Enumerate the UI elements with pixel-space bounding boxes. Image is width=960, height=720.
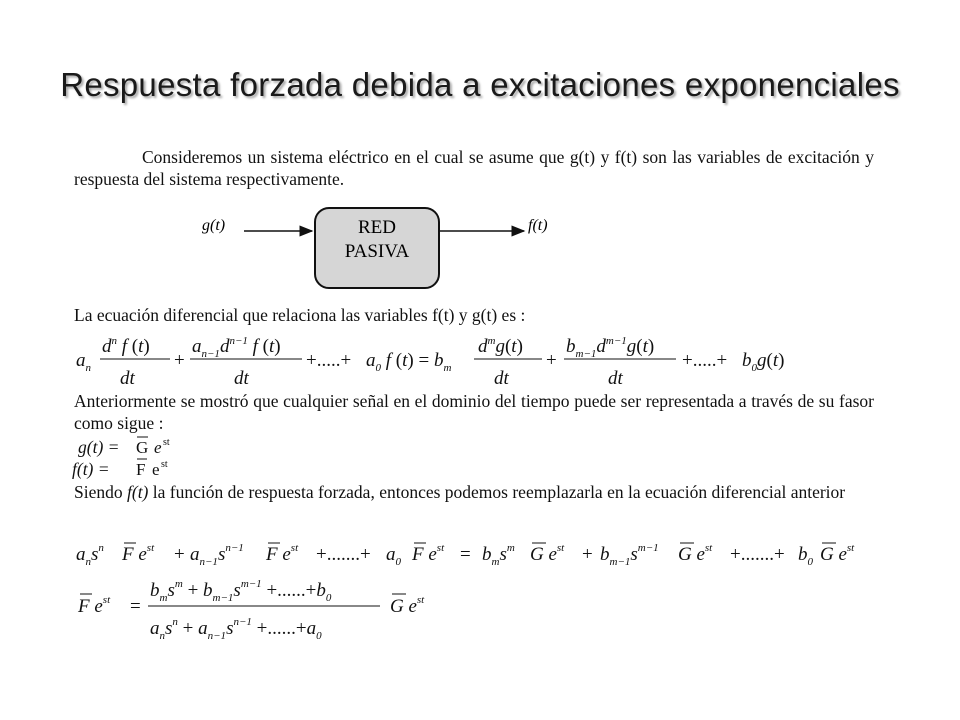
forced-response-paragraph [74, 481, 874, 503]
block-diagram [190, 200, 590, 295]
phasor-f-label: f(t) = [72, 459, 110, 479]
svg-text:ansn + an−1sn−1 +......+a0: $a_ns^n + a_{n-1}s^{n-1} +......+a_0$ [150, 616, 322, 642]
svg-text:st: st [163, 437, 170, 448]
svg-text:=: = [460, 544, 471, 565]
phasor-g-label: g(t) = [78, 437, 120, 457]
svg-text:=: = [130, 596, 141, 617]
svg-text:dn f (t): $d^n$ f (t) [102, 335, 150, 357]
svg-text:F: F [136, 460, 146, 479]
svg-text:dt: dt [608, 368, 623, 389]
svg-text:an: $a_n$ [76, 350, 91, 374]
svg-text:F est: F $e^{st}$ [78, 594, 111, 617]
ode-intro-text: La ecuación diferencial que relaciona las variables f(t) y g(t) es : [74, 305, 526, 325]
svg-text:F est: F $e^{st}$ [266, 542, 299, 565]
svg-text:a0 f (t) = bm: $a_0$ f $(t) = b_m$ [366, 350, 452, 374]
svg-text:dmg(t): $d^mg(t)$ [478, 335, 523, 357]
svg-text:bm−1sm−1: $b_{m-1}s^{m-1}$ [600, 542, 659, 568]
transfer-function-equation [70, 572, 490, 646]
svg-text:an−1sn−1: $a_{n-1}s^{n-1}$ [190, 542, 244, 568]
svg-text:F est: F $e^{st}$ [412, 542, 445, 565]
svg-text:G est: G $e^{st}$ [678, 542, 713, 565]
svg-text:F est: F $e^{st}$ [122, 542, 155, 565]
svg-text:+: + [546, 350, 557, 371]
svg-text:+: + [582, 544, 593, 565]
svg-text:G est: G $e^{st}$ [820, 542, 855, 565]
svg-text:G: G [136, 438, 149, 457]
svg-text:dt: dt [234, 368, 249, 389]
svg-text:+: + [174, 350, 185, 371]
svg-text:dt: dt [494, 368, 509, 389]
phasor-paragraph: Anteriormente se mostró que cualquier señal en el dominio del tiempo puede ser representada a través de su fasor como sigue : [74, 391, 874, 433]
svg-text:G est: G $e^{st}$ [390, 594, 425, 617]
forced-text-pre: Siendo [74, 482, 127, 502]
differential-equation [70, 326, 870, 390]
forced-text-post: la función de respuesta forzada, entonces podemos reemplazarla en la ecuación diferencial anterior [148, 482, 846, 502]
svg-text:b0: $b_0$ [798, 544, 813, 568]
intro-paragraph: Consideremos un sistema eléctrico en el cual se asume que g(t) y f(t) son las variables de excitación y respuesta del sistema respectivamente. [74, 147, 874, 189]
svg-text:st: st [161, 459, 168, 470]
svg-text:+.......+: +.......+ [730, 544, 785, 565]
box-label-red: RED [358, 217, 396, 238]
svg-text:+.....+: +.....+ [306, 350, 352, 371]
forced-text-variable: f(t) [127, 482, 149, 502]
svg-text:e: e [152, 460, 160, 479]
svg-text:ansn: $a_ns^n$ [76, 542, 104, 568]
svg-text:+.......+: +.......+ [316, 544, 371, 565]
svg-text:bm−1dm−1g(t): $b_{m-1}d^{m-1}g(t)$ [566, 335, 655, 360]
box-label-pasiva: PASIVA [344, 241, 410, 262]
svg-text:G est: G $e^{st}$ [530, 542, 565, 565]
svg-text:an−1dn−1 f (t): $a_{n-1}d^{n-1}$ f (t) [192, 335, 281, 360]
svg-text:bmsm: $b_ms^m$ [482, 542, 515, 568]
svg-text:a0: $a_0$ [386, 544, 401, 568]
svg-text:+.....+: +.....+ [682, 350, 728, 371]
svg-text:b0g(t): $b_0g(t)$ [742, 350, 785, 374]
svg-text:e: e [154, 438, 162, 457]
svg-text:bmsm + bm−1sm−1 +......+b0: $b_ms^m + b_{m-1}s^{m-1} +......+b_0$ [150, 578, 332, 604]
output-signal-label: f(t) [528, 217, 548, 234]
phasor-f-expression [132, 454, 192, 480]
input-signal-label: g(t) [202, 217, 226, 234]
svg-text:dt: dt [120, 368, 135, 389]
svg-text:+: + [174, 544, 185, 565]
slide-title: Respuesta forzada debida a excitaciones exponenciales [60, 66, 900, 103]
substituted-equation [70, 534, 890, 568]
